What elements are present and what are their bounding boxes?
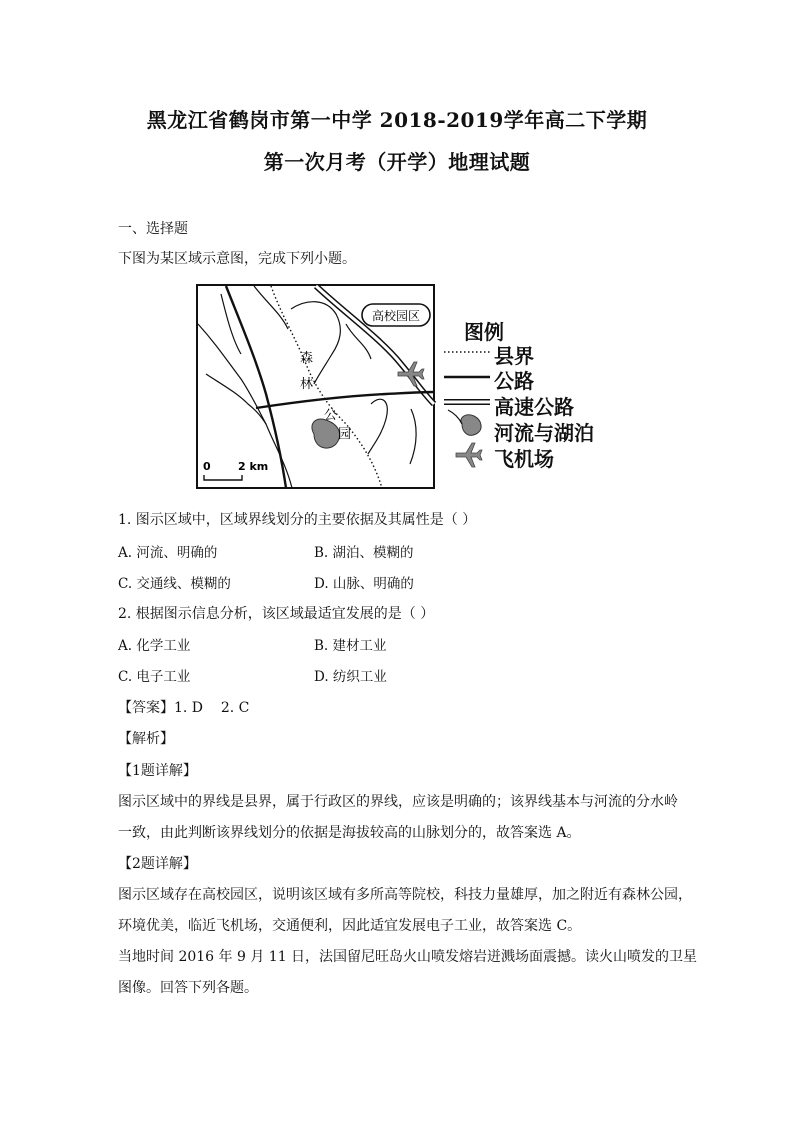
section-heading: 一、选择题	[118, 221, 188, 237]
next-question-intro-line-2: 图像。回答下列各题。	[118, 980, 258, 996]
region-map	[196, 284, 436, 490]
park-char-3: 公	[324, 408, 338, 423]
question-1-option-a: A. 河流、明确的	[118, 545, 218, 561]
legend-item-river-lake: 河流与湖泊	[494, 421, 594, 445]
question-2-option-d: D. 纺织工业	[314, 669, 387, 685]
document-title-line2: 第一次月考（开学）地理试题	[263, 150, 531, 174]
question-1-option-b: B. 湖泊、模糊的	[314, 545, 414, 561]
legend-item-expressway: 高速公路	[494, 395, 574, 419]
detail-1-line-1: 图示区域中的界线是县界，属于行政区的界线，应该是明确的；该界线基本与河流的分水岭	[118, 794, 678, 810]
detail-2-line-2: 环境优美，临近飞机场，交通便利，因此适宜发展电子工业，故答案选 C。	[118, 918, 582, 934]
scale-label: 2 km	[238, 460, 269, 473]
document-title-line1: 黑龙江省鹤岗市第一中学 2018-2019学年高二下学期	[146, 108, 648, 132]
park-char-4: 园	[338, 427, 352, 442]
detail-2-line-1: 图示区域存在高校园区，说明该区域有多所高等院校，科技力量雄厚，加之附近有森林公园，	[118, 887, 692, 903]
legend-item-county-border: 县界	[494, 344, 534, 368]
legend-symbols	[440, 340, 500, 470]
question-2-option-b: B. 建材工业	[314, 638, 387, 654]
next-question-intro-line-1: 当地时间 2016 年 9 月 11 日，法国留尼旺岛火山喷发熔岩迸溅场面震撼。读火山喷发的卫星	[118, 949, 698, 965]
intro-text: 下图为某区域示意图，完成下列小题。	[118, 251, 356, 267]
legend-lake-symbol	[461, 415, 481, 436]
detail-2-heading: 【2题详解】	[118, 856, 197, 872]
question-1-stem: 1. 图示区域中，区域界线划分的主要依据及其属性是（ ）	[118, 512, 477, 528]
question-1-option-c: C. 交通线、模糊的	[118, 576, 231, 592]
legend-title: 图例	[464, 320, 504, 344]
question-2-stem: 2. 根据图示信息分析，该区域最适宜发展的是（ ）	[118, 606, 435, 622]
legend-item-airport: 飞机场	[494, 447, 554, 471]
question-1-option-d: D. 山脉、明确的	[314, 576, 414, 592]
legend-airport-icon	[456, 443, 482, 467]
campus-label: 高校园区	[371, 309, 421, 323]
answer-line: 【答案】1. D 2. C	[118, 700, 250, 716]
question-2-option-a: A. 化学工业	[118, 638, 191, 654]
detail-1-line-2: 一致，由此判断该界线划分的依据是海拔较高的山脉划分的，故答案选 A。	[118, 825, 581, 841]
analysis-heading: 【解析】	[118, 731, 174, 747]
park-char-1: 森	[300, 351, 314, 366]
detail-1-heading: 【1题详解】	[118, 763, 197, 779]
legend-item-road: 公路	[494, 369, 534, 393]
scale-zero: 0	[203, 460, 211, 473]
park-char-2: 林	[300, 377, 314, 392]
question-2-option-c: C. 电子工业	[118, 669, 191, 685]
